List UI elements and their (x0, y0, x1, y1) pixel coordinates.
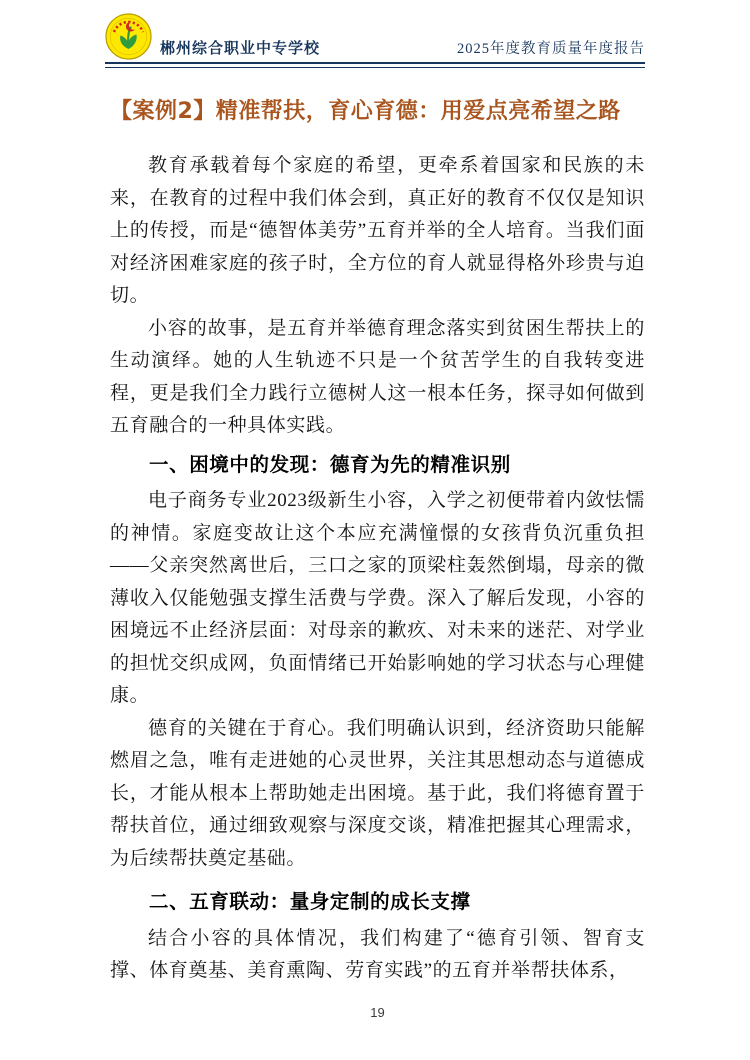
paragraph-story-overview: 小容的故事，是五育并举德育理念落实到贫困生帮扶上的生动演绎。她的人生轨迹不只是一个贫苦学生的自我转变进程，更是我们全力践行立德树人这一根本任务，探寻如何做到五育融合的一种具体实践。 (110, 317, 645, 436)
case-title: 【案例2】精准帮扶，育心育德：用爱点亮希望之路 (110, 99, 621, 124)
page-number: 19 (370, 1004, 385, 1020)
header-school-name: 郴州综合职业中专学校 (160, 39, 321, 57)
section-heading-2: 二、五育联动：量身定制的成长支撑 (149, 892, 471, 913)
page-footer (110, 1004, 645, 1022)
paragraph-moral-education: 德育的关键在于育心。我们明确认识到，经济资助只能解燃眉之急，唯有走进她的心灵世界，关注其思想动态与道德成长，才能从根本上帮助她走出困境。基于此，我们将德育置于帮扶首位，通过细致观察与深度交谈，精准把握其心理需求，为后续帮扶奠定基础。 (110, 717, 645, 869)
paragraph-support-system: 结合小容的具体情况，我们构建了“德育引领、智育支撑、体育奠基、美育熏陶、劳育实践”的五育并举帮扶体系， (110, 927, 645, 981)
document-body (0, 68, 750, 1022)
page-header (0, 0, 750, 68)
paragraph-discovery: 电子商务专业2023级新生小容，入学之初便带着内敛怯懦的神情。家庭变故让这个本应充满憧憬的女孩背负沉重负担——父亲突然离世后，三口之家的顶梁柱轰然倒塌，母亲的微薄收入仅能勉强支撑生活费与学费。深入了解后发现，小容的困境远不止经济层面：对母亲的歉疚、对未来的迷茫、对学业的担忧交织成网，负面情绪已开始影响她的学习状态与心理健康。 (110, 490, 645, 706)
school-logo-icon (105, 13, 152, 60)
header-report-title: 2025年度教育质量年度报告 (457, 41, 645, 57)
paragraph-intro: 教育承载着每个家庭的希望，更牵系着国家和民族的未来，在教育的过程中我们体会到，真正好的教育不仅仅是知识上的传授，而是“德智体美劳”五育并举的全人培育。当我们面对经济困难家庭的孩子时，全方位的育人就显得格外珍贵与迫切。 (110, 155, 645, 306)
section-heading-1: 一、困境中的发现：德育为先的精准识别 (149, 454, 511, 476)
